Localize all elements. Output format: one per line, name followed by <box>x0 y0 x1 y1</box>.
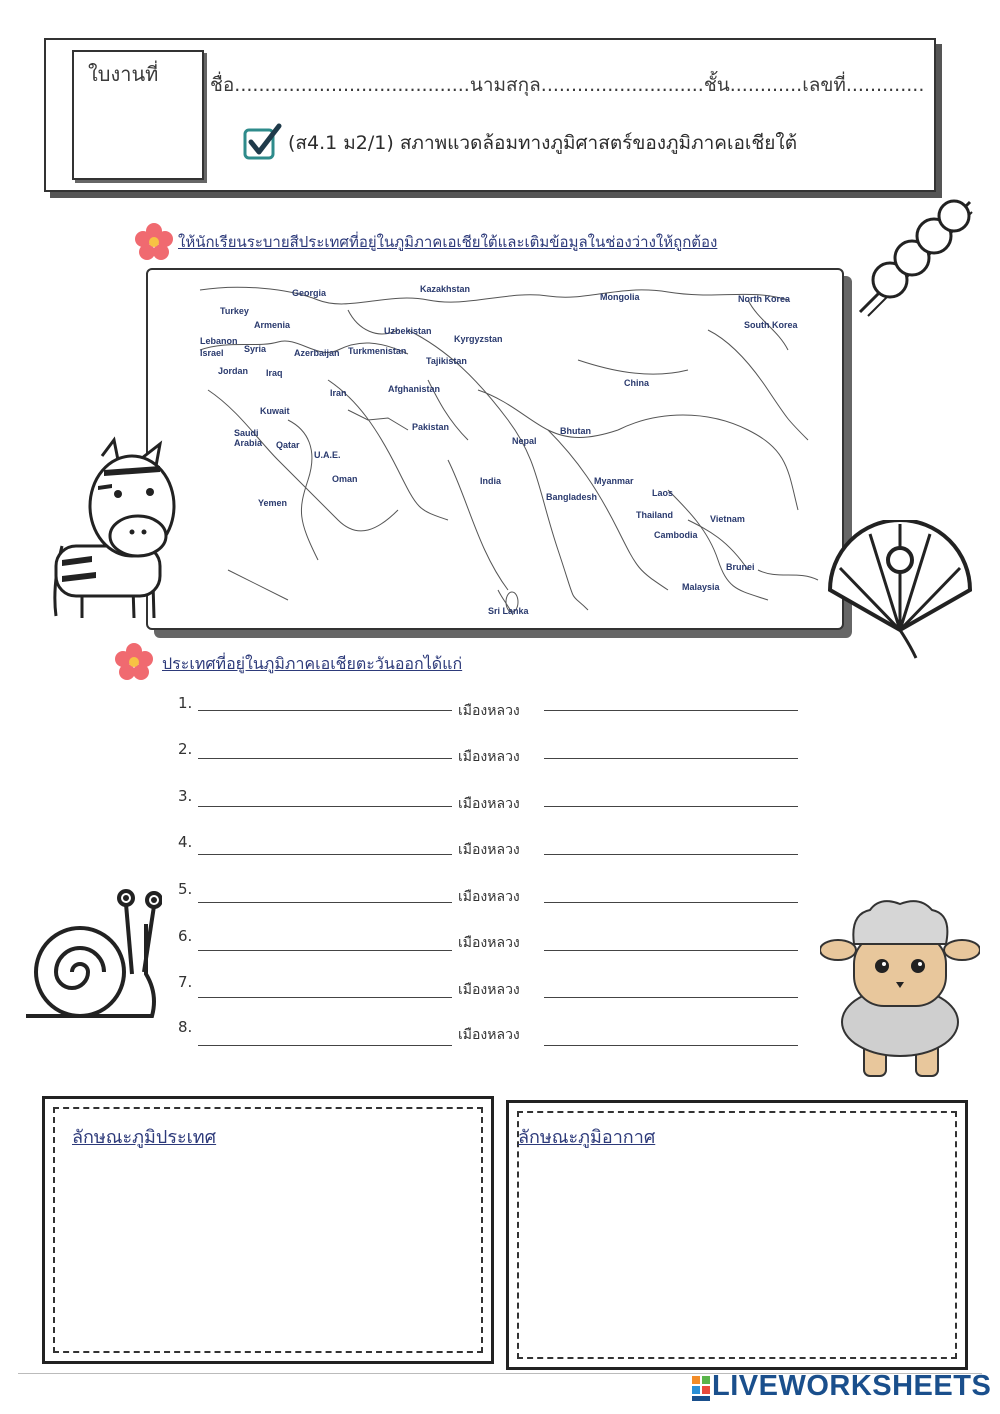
map-label: Sri Lanka <box>488 606 529 616</box>
flower-icon <box>114 642 154 682</box>
map-instruction: ให้นักเรียนระบายสีประเทศที่อยู่ในภูมิภาคเอเชียใต้และเติมข้อมูลในช่องว่างให้ถูกต้อง <box>178 233 718 251</box>
landform-title: ลักษณะภูมิประเทศ <box>72 1127 217 1148</box>
capital-input-6[interactable] <box>544 950 798 951</box>
map-label: Kyrgyzstan <box>454 334 503 344</box>
liveworksheets-watermark[interactable]: LIVEWORKSHEETS <box>712 1370 992 1402</box>
map-label: India <box>480 476 502 486</box>
map-label: Armenia <box>254 320 291 330</box>
fan-icon <box>820 520 980 660</box>
country-input-2[interactable] <box>198 758 452 759</box>
map-label: Laos <box>652 488 674 498</box>
map-label: Mongolia <box>600 292 640 302</box>
map-label: U.A.E. <box>314 450 341 460</box>
topic-title: (ส4.1 ม2/1) สภาพแวดล้อมทางภูมิศาสตร์ของภูมิภาคเอเชียใต้ <box>288 132 798 154</box>
country-input-4[interactable] <box>198 854 452 855</box>
map-label: Iran <box>330 388 347 398</box>
map-label: South Korea <box>744 320 798 330</box>
country-input-7[interactable] <box>198 997 452 998</box>
capital-label: เมืองหลวง <box>458 982 520 998</box>
map-label: Bangladesh <box>546 492 598 502</box>
row-number: 3. <box>178 787 193 805</box>
capital-label: เมืองหลวง <box>458 1027 520 1043</box>
map-label: Brunei <box>726 562 755 572</box>
capital-label: เมืองหลวง <box>458 889 520 905</box>
country-input-6[interactable] <box>198 950 452 951</box>
map-label: China <box>624 378 650 388</box>
list-instruction: ประเทศที่อยู่ในภูมิภาคเอเชียตะวันออกได้แก่ <box>162 654 463 673</box>
map-label: Saudi <box>234 428 259 438</box>
zebra-icon <box>42 436 192 626</box>
map-label: Jordan <box>218 366 249 376</box>
row-number: 4. <box>178 833 193 851</box>
map-label: Azerbaijan <box>294 348 340 358</box>
map-label: Israel <box>200 348 224 358</box>
map-label: Oman <box>332 474 358 484</box>
liveworksheets-logo-icon <box>690 1374 712 1402</box>
skewer-icon <box>850 192 980 322</box>
map-label: Bhutan <box>560 426 591 436</box>
map-label: Tajikistan <box>426 356 467 366</box>
map-label: Qatar <box>276 440 300 450</box>
map-label: Malaysia <box>682 582 720 592</box>
row-number: 7. <box>178 973 193 991</box>
row-number: 6. <box>178 927 193 945</box>
map-label: Turkey <box>220 306 249 316</box>
capital-input-5[interactable] <box>544 902 798 903</box>
map-label: Kazakhstan <box>420 284 471 294</box>
capital-label: เมืองหลวง <box>458 842 520 858</box>
country-input-8[interactable] <box>198 1045 452 1046</box>
row-number: 2. <box>178 740 193 758</box>
map-label: Nepal <box>512 436 537 446</box>
capital-label: เมืองหลวง <box>458 935 520 951</box>
row-number: 8. <box>178 1018 193 1036</box>
map-label: Vietnam <box>710 514 745 524</box>
capital-input-2[interactable] <box>544 758 798 759</box>
map-label: Yemen <box>258 498 288 508</box>
asia-map[interactable] <box>146 268 844 630</box>
map-label: Uzbekistan <box>384 326 432 336</box>
country-input-5[interactable] <box>198 902 452 903</box>
check-icon <box>242 122 282 162</box>
map-label: Myanmar <box>594 476 634 486</box>
map-label: Syria <box>244 344 267 354</box>
row-number: 1. <box>178 694 193 712</box>
map-outline <box>148 270 842 628</box>
country-input-3[interactable] <box>198 806 452 807</box>
capital-input-1[interactable] <box>544 710 798 711</box>
capital-input-4[interactable] <box>544 854 798 855</box>
country-input-1[interactable] <box>198 710 452 711</box>
map-label: Cambodia <box>654 530 698 540</box>
student-info-line[interactable]: ชื่อ.......................................นามสกุล...........................ชั้น............เลขที่............. <box>210 74 925 96</box>
sheep-icon <box>820 894 980 1080</box>
map-label: Afghanistan <box>388 384 441 394</box>
map-label: Lebanon <box>200 336 238 346</box>
capital-label: เมืองหลวง <box>458 749 520 765</box>
map-label: North Korea <box>738 294 791 304</box>
climate-title: ลักษณะภูมิอากาศ <box>518 1127 656 1148</box>
map-label: Kuwait <box>260 406 290 416</box>
row-number: 5. <box>178 880 193 898</box>
capital-input-3[interactable] <box>544 806 798 807</box>
capital-label: เมืองหลวง <box>458 796 520 812</box>
map-label: Iraq <box>266 368 283 378</box>
map-label: Turkmenistan <box>348 346 407 356</box>
capital-input-8[interactable] <box>544 1045 798 1046</box>
map-label: Pakistan <box>412 422 450 432</box>
map-label: Georgia <box>292 288 327 298</box>
capital-input-7[interactable] <box>544 997 798 998</box>
map-label: Arabia <box>234 438 263 448</box>
worksheet-number-label: ใบงานที่ <box>88 62 159 86</box>
map-label: Thailand <box>636 510 674 520</box>
capital-label: เมืองหลวง <box>458 703 520 719</box>
snail-icon <box>22 884 162 1024</box>
flower-icon <box>134 222 174 262</box>
